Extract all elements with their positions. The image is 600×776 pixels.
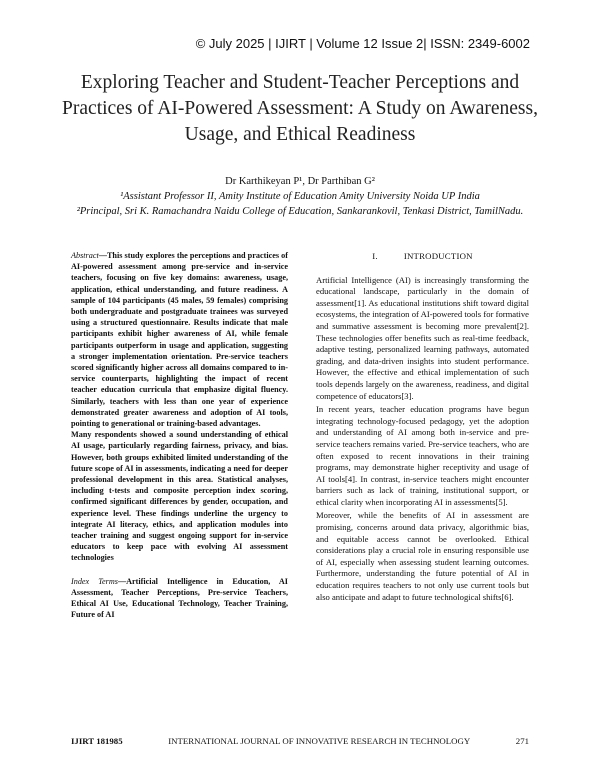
abstract-paragraph-2: Many respondents showed a sound understanding of ethical AI usage, particularly regarding fairness, privacy, and bias. However, both groups exhibited limited understanding of the future scope of AI in assessments, indicating a need for deeper professional development in this area. Statistical analyses, including t-tests and composite perception index scoring, confirmed significant differences by gender, occupation, and experience level. These findings underline the urgency to integrate AI literacy, ethics, and application modules into teacher training and suggest ongoing support for in-service educators to keep pace with evolving AI assessment technologies	[71, 430, 288, 563]
affiliation-1: ¹Assistant Professor II, Amity Institute of Education Amity University Noida UP India	[120, 191, 480, 202]
intro-paragraph-1: Artificial Intelligence (AI) is increasingly transforming the educational landscape, particularly in the domain of assessment[1]. As educational institutions shift toward digital ecosystems, the integration of AI-powered tools for formative and summative assessment is becoming more prevalent[2]. These technologies offer benefits such as real-time feedback, adaptive testing, personalized learning pathways, automated grading, and data-driven insights into student performance. However, the effective and ethical implementation of such tools depends largely on the awareness, readiness, and digital competence of educators[3].	[316, 274, 529, 401]
footer-page-number: 271	[515, 736, 529, 746]
left-column	[71, 250, 288, 621]
abstract-paragraph-1	[71, 250, 288, 429]
journal-header: © July 2025 | IJIRT | Volume 12 Issue 2| ISSN: 2349-6002	[195, 36, 530, 51]
section-heading-introduction	[316, 251, 529, 263]
abstract-lead: Abstract	[71, 251, 99, 260]
abstract-text-1: —This study explores the perceptions and practices of AI-powered assessment among pre-service and in-service teachers, focusing on five key domains: awareness, usage, application, ethical understanding, and future readiness. A sample of 104 participants (45 males, 59 females) comprising both undergraduate and postgraduate trainees was surveyed using a structured questionnaire. Results indicate that male participants exhibit higher awareness of AI, while female participants outperform in usage and application, suggesting a stronger implementation orientation. Pre-service teachers scored significantly higher across all domains compared to in-service counterparts, highlighting the impact of recent teacher education curricula that emphasize digital fluency. Similarly, teachers with less than one year of experience demonstrated greater awareness and adoption of AI tools, pointing to generational or training-based advantages.	[71, 251, 288, 429]
footer-paper-id: IJIRT 181985	[71, 736, 123, 746]
page-footer	[71, 736, 529, 746]
right-column	[316, 251, 529, 605]
intro-paragraph-2: In recent years, teacher education programs have begun integrating technology-focused pedagogy, yet the adoption and understanding of AI among both in-service and pre-service teachers remains varied. Pre-service teachers, who are often exposed to recent innovations in their training programs, may demonstrate higher receptivity and usage of AI tools[4]. In contrast, in-service teachers might encounter barriers such as lack of training, institutional support, or ethical clarity when incorporating AI in assessments[5].	[316, 404, 529, 507]
section-title: INTRODUCTION	[403, 251, 473, 261]
paper-title: Exploring Teacher and Student-Teacher Perceptions and Practices of AI-Powered Assessment: A Study on Awareness, Usage, and Ethical Readiness	[62, 72, 538, 145]
section-number: I.	[372, 251, 378, 261]
footer-journal-name: INTERNATIONAL JOURNAL OF INNOVATIVE RESEARCH IN TECHNOLOGY	[168, 736, 471, 746]
affiliation-2: ²Principal, Sri K. Ramachandra Naidu College of Education, Sankarankovil, Tenkasi District, TamilNadu.	[76, 206, 524, 217]
intro-paragraph-3: Moreover, while the benefits of AI in assessment are promising, concerns around data privacy, algorithmic bias, and equitable access cannot be overlooked. Ethical considerations play a crucial role in ensuring responsible use of AI, especially when assessing student learning outcomes. Furthermore, understanding the future potential of AI in education requires teachers to not only use current tools but also anticipate and adapt to future technological shifts[6].	[316, 510, 529, 602]
index-terms	[71, 576, 288, 621]
author-list: Dr Karthikeyan P¹, Dr Parthiban G²	[225, 176, 375, 187]
index-terms-text: —Artificial Intelligence in Education, AI Assessment, Teacher Perceptions, Pre-service Teachers, Ethical AI Use, Educational Technology, Teacher Training, Future of AI	[71, 576, 288, 620]
index-terms-lead: Index Terms	[71, 576, 118, 586]
